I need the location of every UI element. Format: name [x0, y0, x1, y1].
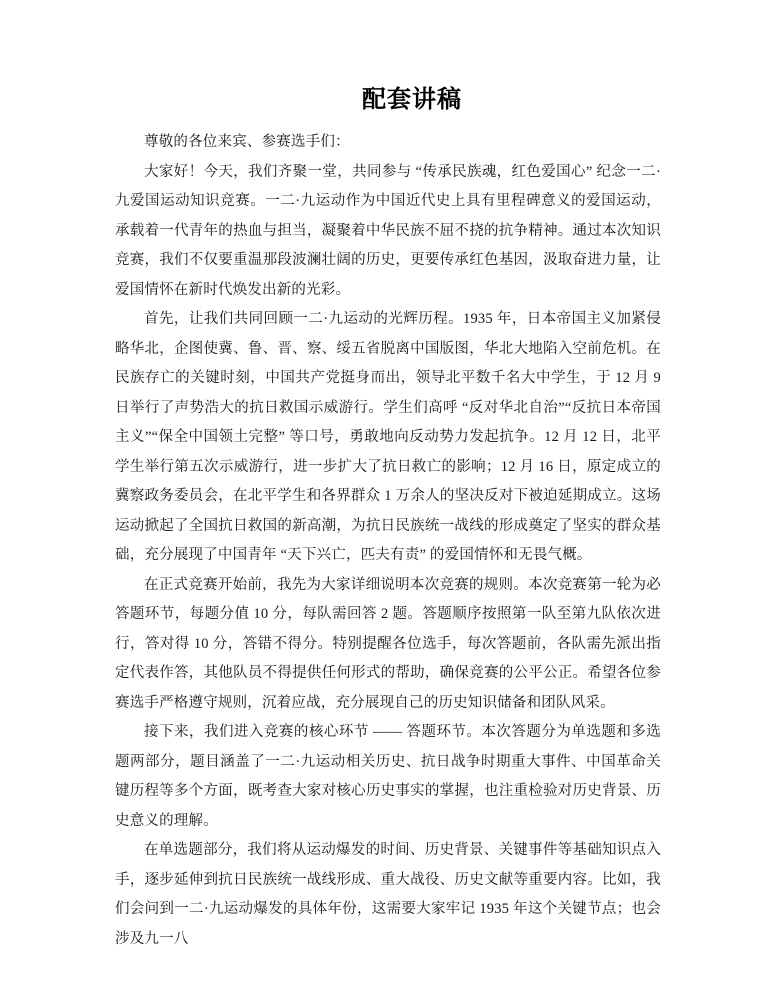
paragraph: 首先，让我们共同回顾一二·九运动的光辉历程。1935 年，日本帝国主义加紧侵略华北，企图使冀、鲁、晋、察、绥五省脱离中国版图，华北大地陷入空前危机。在民族存亡的关键时刻，中国共产党挺身而出，领导北平数千名大中学生，于 12 月 9 日举行了声势浩大的抗日救国示威游行。学生们高呼 “反对华北自治”“反抗日本帝国主义”“保全中国领土完整” 等口号，勇敢地向反动势力发起抗争。12 月 12 日，北平学生举行第五次示威游行，进一步扩大了抗日救亡的影响；12 月 16 日，原定成立的冀察政务委员会，在北平学生和各界群众 1 万余人的坚决反对下被迫延期成立。这场运动掀起了全国抗日救国的新高潮，为抗日民族统一战线的形成奠定了坚实的群众基础，充分展现了中国青年 “天下兴亡，匹夫有责” 的爱国情怀和无畏气概。	[115, 311, 661, 563]
paragraph: 在单选题部分，我们将从运动爆发的时间、历史背景、关键事件等基础知识点入手，逐步延伸到抗日民族统一战线形成、重大战役、历史文献等重要内容。比如，我们会问到一二·九运动爆发的具体年份，这需要大家牢记 1935 年这个关键节点；也会涉及九一八	[115, 842, 661, 947]
paragraph: 接下来，我们进入竞赛的核心环节 —— 答题环节。本次答题分为单选题和多选题两部分，题目涵盖了一二·九运动相关历史、抗日战争时期重大事件、中国革命关键历程等多个方面，既考查大家对核心历史事实的掌握，也注重检验对历史背景、历史意义的理解。	[115, 724, 661, 829]
paragraph: 尊敬的各位来宾、参赛选手们：	[144, 134, 350, 150]
document-content	[115, 82, 661, 954]
paragraph: 大家好！今天，我们齐聚一堂，共同参与 “传承民族魂，红色爱国心” 纪念一二·九爱国运动知识竞赛。一二·九运动作为中国近代史上具有里程碑意义的爱国运动，承载着一代青年的热血与担当，凝聚着中华民族不屈不挠的抗争精神。通过本次知识竞赛，我们不仅要重温那段波澜壮阔的历史，更要传承红色基因，汲取奋进力量，让爱国情怀在新时代焕发出新的光彩。	[115, 163, 661, 298]
page-title: 配套讲稿	[362, 87, 462, 113]
document-body	[115, 128, 661, 954]
paragraph: 在正式竞赛开始前，我先为大家详细说明本次竞赛的规则。本次竞赛第一轮为必答题环节，每题分值 10 分，每队需回答 2 题。答题顺序按照第一队至第九队依次进行，答对得 10 分，答错不得分。特别提醒各位选手，每次答题前，各队需先派出指定代表作答，其他队员不得提供任何形式的帮助，确保竞赛的公平公正。希望各位参赛选手严格遵守规则，沉着应战，充分展现自己的历史知识储备和团队风采。	[115, 576, 661, 711]
